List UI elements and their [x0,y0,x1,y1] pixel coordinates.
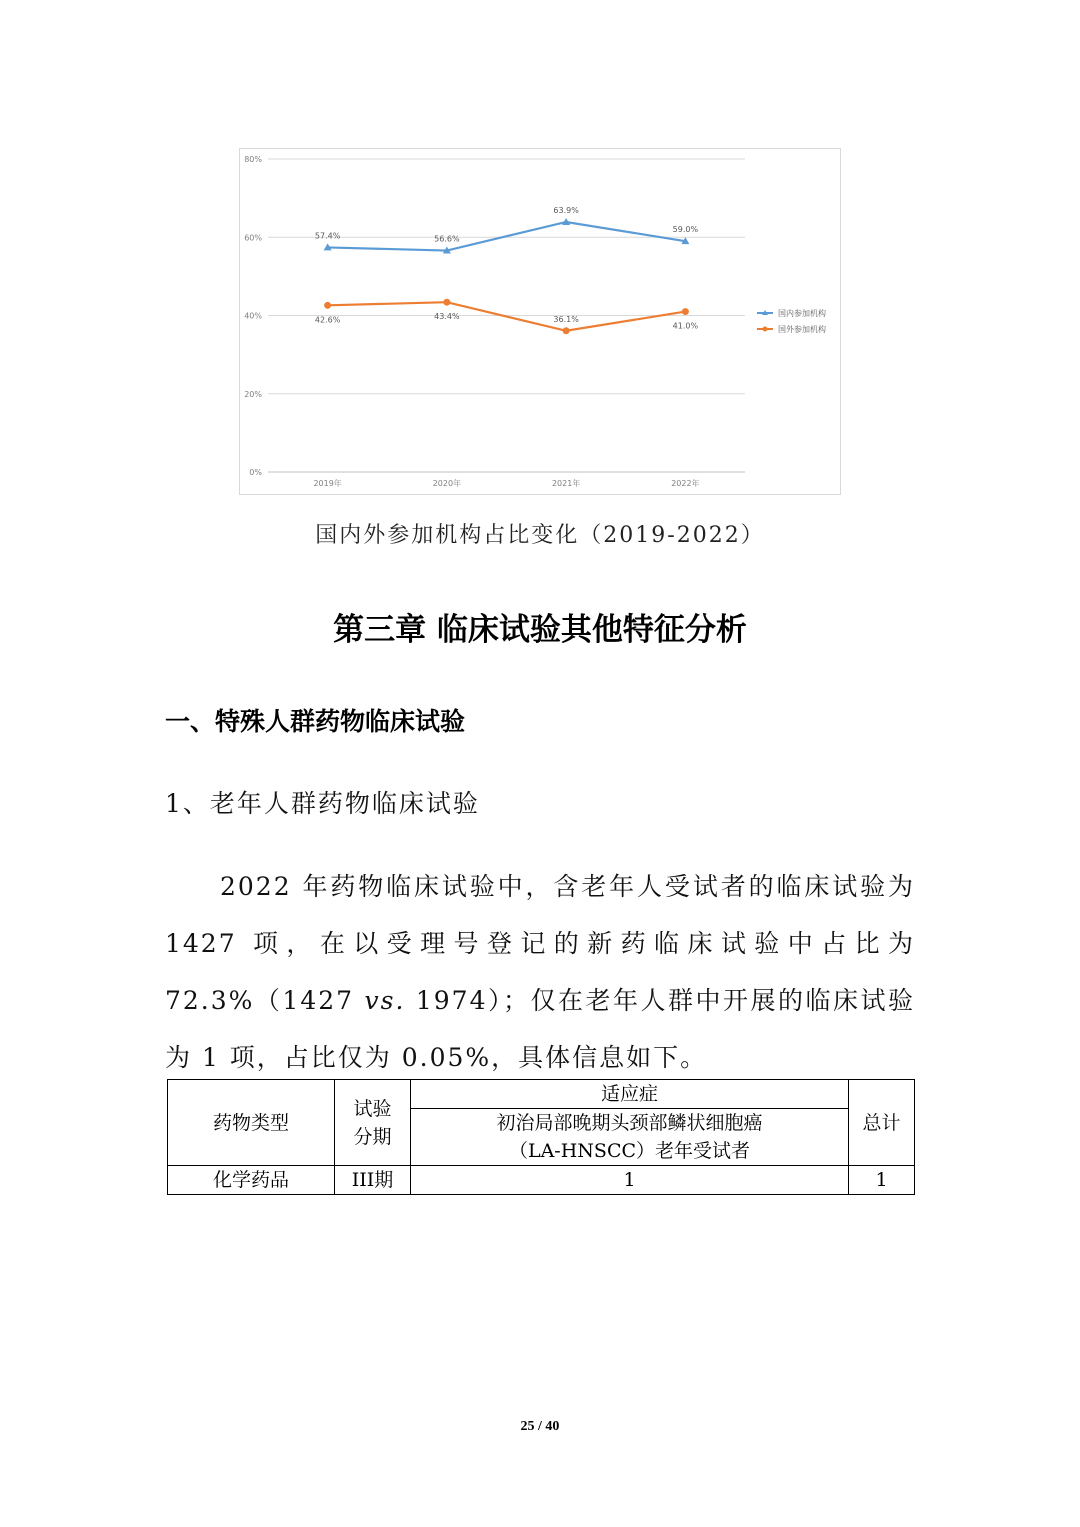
header-drug-type: 药物类型 [168,1080,335,1166]
data-label: 57.4% [314,231,341,241]
paragraph-vs: vs. [364,986,406,1015]
series-line [328,302,686,331]
x-tick-label: 2019年 [313,479,342,488]
header-indication-detail: 初治局部晚期头颈部鳞状细胞癌（LA-HNSCC）老年受试者 [411,1109,849,1166]
data-point [443,299,450,306]
paragraph-text-1: 2022 年药物临床试验中，含老年人受试者的临床试验为 1427 项，在以受理号登记的新药临床试验中占比为 72.3%（1427 [165,872,915,1015]
subsection-title: 1、老年人群药物临床试验 [165,789,480,818]
elderly-trials-table [167,1079,915,1195]
data-label: 59.0% [672,225,699,235]
legend-label: 国外参加机构 [778,325,826,334]
cell-phase: III期 [335,1166,411,1195]
section-title: 一、特殊人群药物临床试验 [165,707,466,736]
line-chart [239,148,841,495]
table-row [168,1166,915,1195]
data-point [682,308,689,315]
data-label: 42.6% [314,315,341,325]
data-label: 43.4% [434,312,460,322]
page-number: 25 / 40 [520,1419,560,1434]
data-label: 56.6% [434,234,460,244]
chart-svg [240,149,842,496]
header-phase: 试验分期 [335,1080,411,1166]
data-label: 63.9% [553,205,579,215]
x-tick-label: 2021年 [551,479,581,488]
y-tick-label: 60% [244,233,262,243]
body-paragraph [165,858,915,1086]
data-point [563,327,570,334]
header-total: 总计 [849,1080,915,1166]
data-label: 36.1% [553,314,579,324]
legend-marker [763,327,768,332]
chapter-title: 第三章 临床试验其他特征分析 [333,612,747,648]
y-tick-label: 80% [244,155,262,164]
data-label: 41.0% [672,321,699,331]
cell-total: 1 [849,1166,915,1195]
y-tick-label: 20% [244,389,262,399]
data-point [324,302,331,309]
figure-caption: 国内外参加机构占比变化（2019-2022） [315,523,765,548]
x-tick-label: 2022年 [671,479,700,488]
y-tick-label: 40% [244,311,262,321]
cell-count: 1 [411,1166,849,1195]
y-tick-label: 0% [249,468,262,477]
x-tick-label: 2020年 [432,479,462,488]
series-line [328,222,686,251]
legend-label: 国内参加机构 [778,309,826,318]
cell-drug-type: 化学药品 [168,1166,335,1195]
paragraph-text-2: 1974）；仅在老年人群中开展的临床试验为 1 项，占比仅为 0.05%，具体信息如下。 [165,986,915,1072]
header-indication: 适应症 [411,1080,849,1109]
